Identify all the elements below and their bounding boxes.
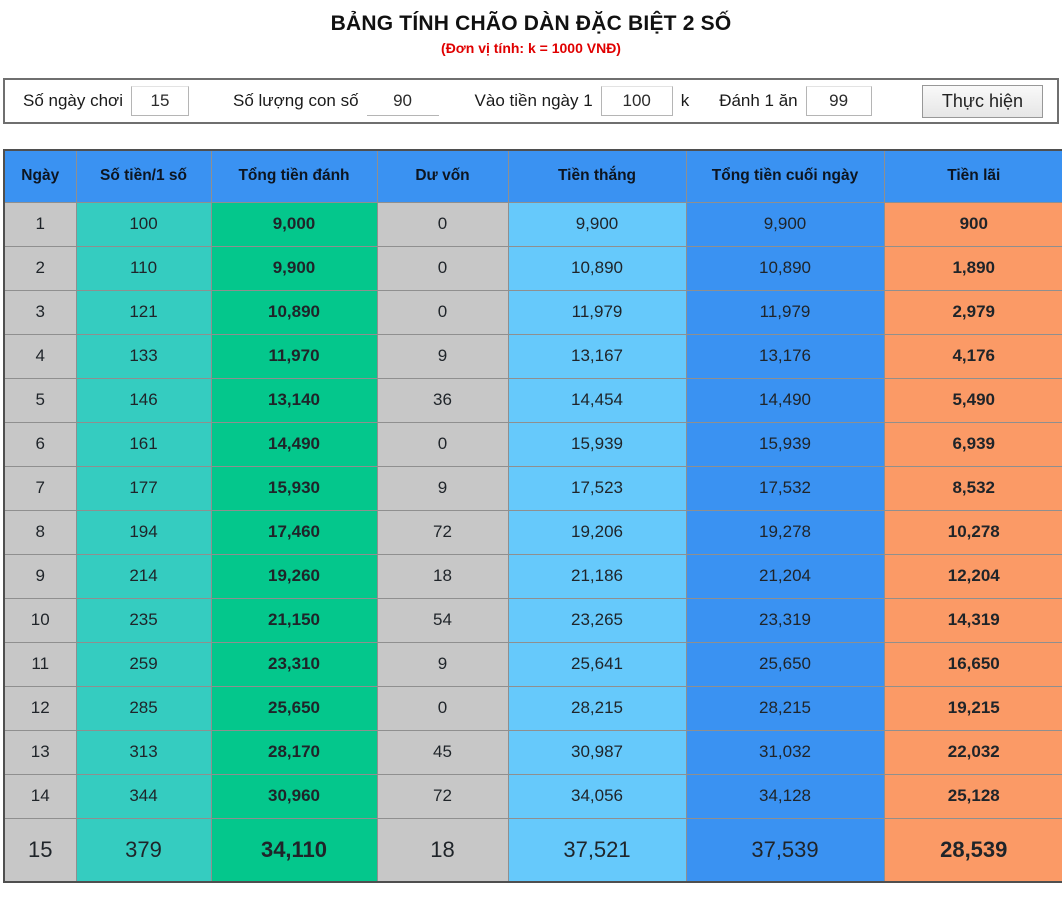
table-cell: 8,532	[884, 466, 1062, 510]
table-cell: 9	[377, 642, 508, 686]
table-cell: 18	[377, 818, 508, 882]
table-cell: 1,890	[884, 246, 1062, 290]
table-cell: 5,490	[884, 378, 1062, 422]
table-cell: 0	[377, 422, 508, 466]
calculation-table	[3, 149, 1062, 883]
table-cell: 5	[4, 378, 76, 422]
col-header-end-of-day: Tổng tiền cuối ngày	[686, 150, 884, 202]
header-row	[4, 150, 1062, 202]
days-label: Số ngày chơi	[23, 91, 123, 110]
stake-unit-suffix: k	[680, 91, 690, 110]
field-number-count	[233, 86, 439, 116]
table-cell: 45	[377, 730, 508, 774]
table-cell: 133	[76, 334, 211, 378]
table-cell: 9	[377, 466, 508, 510]
table-cell: 34,110	[211, 818, 377, 882]
table-cell: 6,939	[884, 422, 1062, 466]
table-row	[4, 730, 1062, 774]
table-cell: 34,128	[686, 774, 884, 818]
table-cell: 11,979	[508, 290, 686, 334]
table-cell: 4	[4, 334, 76, 378]
table-cell: 14,319	[884, 598, 1062, 642]
table-cell: 14,454	[508, 378, 686, 422]
table-cell: 15	[4, 818, 76, 882]
table-cell: 19,260	[211, 554, 377, 598]
table-cell: 14,490	[686, 378, 884, 422]
table-cell: 161	[76, 422, 211, 466]
table-cell: 22,032	[884, 730, 1062, 774]
table-cell: 1	[4, 202, 76, 246]
table-cell: 37,539	[686, 818, 884, 882]
day1-stake-input[interactable]	[601, 86, 673, 116]
table-cell: 285	[76, 686, 211, 730]
table-cell: 23,319	[686, 598, 884, 642]
table-cell: 21,186	[508, 554, 686, 598]
table-cell: 10,890	[686, 246, 884, 290]
table-row	[4, 246, 1062, 290]
table-cell: 10,278	[884, 510, 1062, 554]
table-cell: 7	[4, 466, 76, 510]
table-cell: 11	[4, 642, 76, 686]
table-cell: 12,204	[884, 554, 1062, 598]
table-cell: 194	[76, 510, 211, 554]
table-row	[4, 510, 1062, 554]
table-cell: 25,650	[686, 642, 884, 686]
table-cell: 37,521	[508, 818, 686, 882]
table-cell: 15,939	[686, 422, 884, 466]
days-input[interactable]	[131, 86, 189, 116]
table-cell: 34,056	[508, 774, 686, 818]
table-cell: 2	[4, 246, 76, 290]
col-header-win: Tiền thắng	[508, 150, 686, 202]
table-head	[4, 150, 1062, 202]
table-cell: 344	[76, 774, 211, 818]
table-cell: 23,310	[211, 642, 377, 686]
table-cell: 21,204	[686, 554, 884, 598]
table-cell: 10,890	[211, 290, 377, 334]
table-row	[4, 554, 1062, 598]
col-header-total-bet: Tổng tiền đánh	[211, 150, 377, 202]
table-cell: 9,900	[211, 246, 377, 290]
table-cell: 13	[4, 730, 76, 774]
table-cell: 28,539	[884, 818, 1062, 882]
day1-stake-label: Vào tiền ngày 1	[474, 91, 593, 110]
table-cell: 13,176	[686, 334, 884, 378]
table-cell: 17,460	[211, 510, 377, 554]
table-cell: 2,979	[884, 290, 1062, 334]
table-cell: 19,215	[884, 686, 1062, 730]
table-cell: 19,278	[686, 510, 884, 554]
table-cell: 214	[76, 554, 211, 598]
table-cell: 6	[4, 422, 76, 466]
odds-input[interactable]	[806, 86, 872, 116]
table-cell: 259	[76, 642, 211, 686]
table-cell: 30,987	[508, 730, 686, 774]
table-cell: 13,140	[211, 378, 377, 422]
table-cell: 13,167	[508, 334, 686, 378]
table-row	[4, 774, 1062, 818]
table-cell: 100	[76, 202, 211, 246]
table-cell: 28,170	[211, 730, 377, 774]
table-cell: 8	[4, 510, 76, 554]
table-body	[4, 202, 1062, 882]
table-cell: 10,890	[508, 246, 686, 290]
table-cell: 0	[377, 290, 508, 334]
field-odds	[719, 86, 871, 116]
number-count-label: Số lượng con số	[232, 91, 359, 110]
table-cell: 28,215	[508, 686, 686, 730]
parameter-form	[3, 78, 1059, 124]
table-cell: 11,970	[211, 334, 377, 378]
table-cell: 14,490	[211, 422, 377, 466]
table-cell: 15,939	[508, 422, 686, 466]
field-days	[23, 86, 189, 116]
table-cell: 379	[76, 818, 211, 882]
table-cell: 54	[377, 598, 508, 642]
table-cell: 72	[377, 774, 508, 818]
table-cell: 12	[4, 686, 76, 730]
col-header-profit: Tiền lãi	[884, 150, 1062, 202]
table-row	[4, 686, 1062, 730]
table-cell: 25,641	[508, 642, 686, 686]
table-cell: 121	[76, 290, 211, 334]
table-cell: 28,215	[686, 686, 884, 730]
table-cell: 110	[76, 246, 211, 290]
table-row	[4, 202, 1062, 246]
table-cell: 0	[377, 202, 508, 246]
table-cell: 19,206	[508, 510, 686, 554]
page-title: BẢNG TÍNH CHÃO DÀN ĐẶC BIỆT 2 SỐ	[330, 12, 732, 35]
table-cell: 235	[76, 598, 211, 642]
table-cell: 177	[76, 466, 211, 510]
table-cell: 9,000	[211, 202, 377, 246]
col-header-day: Ngày	[4, 150, 76, 202]
table-wrap	[3, 149, 1059, 883]
table-cell: 3	[4, 290, 76, 334]
page-subtitle: (Đơn vị tính: k = 1000 VNĐ)	[441, 40, 621, 56]
table-cell: 15,930	[211, 466, 377, 510]
number-count-input[interactable]	[367, 86, 439, 116]
table-cell: 0	[377, 246, 508, 290]
field-day1-stake	[475, 86, 690, 116]
table-cell: 31,032	[686, 730, 884, 774]
table-cell: 313	[76, 730, 211, 774]
table-row	[4, 378, 1062, 422]
table-cell: 9	[4, 554, 76, 598]
table-cell: 9,900	[508, 202, 686, 246]
table-cell: 0	[377, 686, 508, 730]
table-cell: 900	[884, 202, 1062, 246]
odds-label: Đánh 1 ăn	[719, 91, 798, 110]
col-header-per-number: Số tiền/1 số	[76, 150, 211, 202]
title-block	[3, 0, 1059, 56]
table-row	[4, 290, 1062, 334]
table-row	[4, 818, 1062, 882]
table-row	[4, 642, 1062, 686]
table-cell: 17,523	[508, 466, 686, 510]
table-row	[4, 422, 1062, 466]
table-cell: 72	[377, 510, 508, 554]
table-cell: 10	[4, 598, 76, 642]
table-cell: 9,900	[686, 202, 884, 246]
table-cell: 16,650	[884, 642, 1062, 686]
table-cell: 23,265	[508, 598, 686, 642]
table-row	[4, 334, 1062, 378]
table-cell: 14	[4, 774, 76, 818]
table-cell: 146	[76, 378, 211, 422]
table-cell: 9	[377, 334, 508, 378]
table-cell: 36	[377, 378, 508, 422]
col-header-reserve: Dư vốn	[377, 150, 508, 202]
table-cell: 11,979	[686, 290, 884, 334]
table-cell: 25,650	[211, 686, 377, 730]
table-cell: 18	[377, 554, 508, 598]
table-cell: 30,960	[211, 774, 377, 818]
table-cell: 17,532	[686, 466, 884, 510]
table-row	[4, 598, 1062, 642]
table-cell: 4,176	[884, 334, 1062, 378]
execute-button[interactable]: Thực hiện	[922, 85, 1043, 118]
table-cell: 21,150	[211, 598, 377, 642]
table-row	[4, 466, 1062, 510]
table-cell: 25,128	[884, 774, 1062, 818]
